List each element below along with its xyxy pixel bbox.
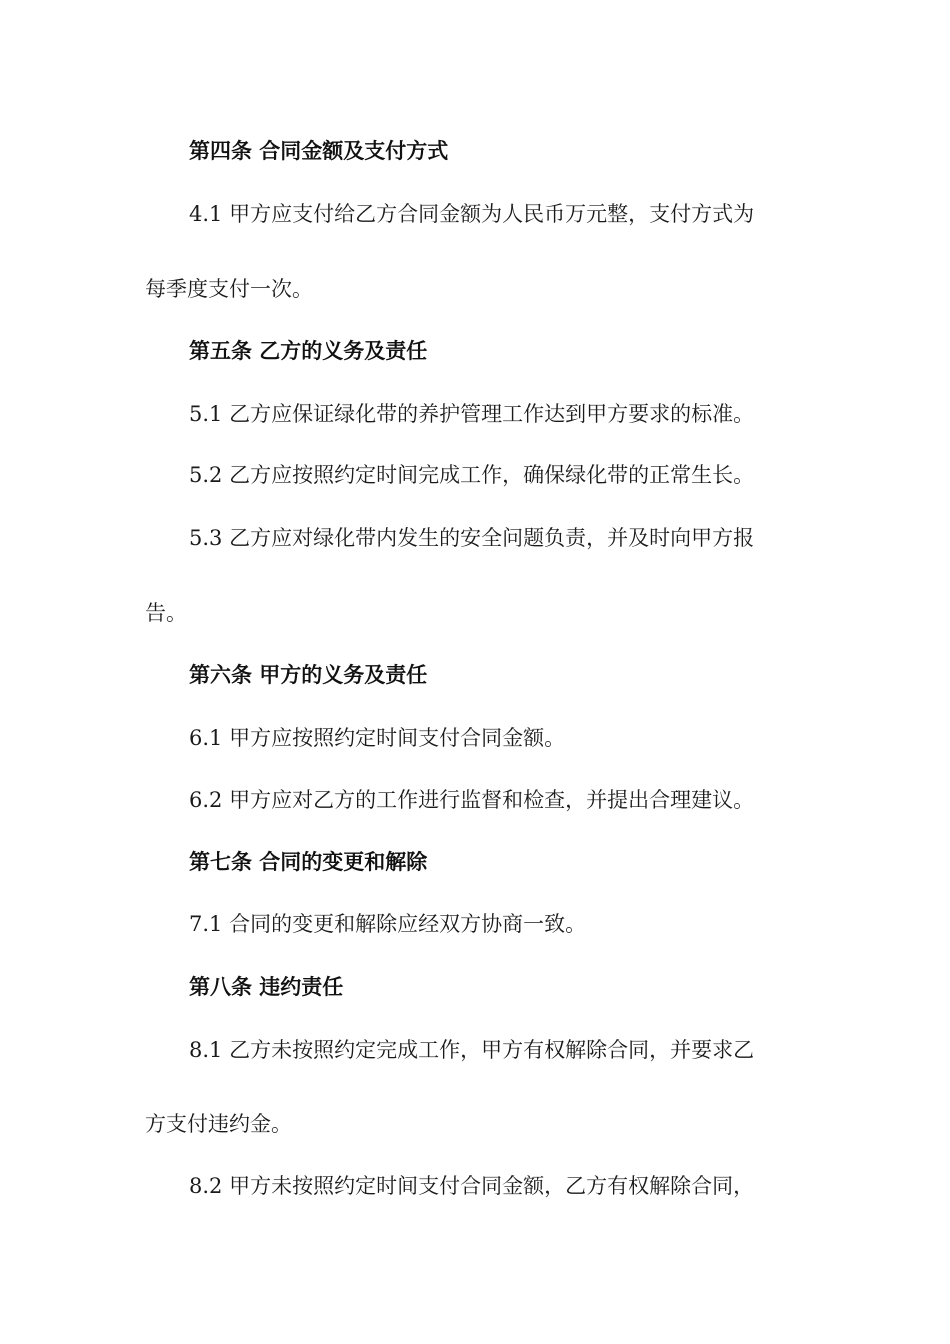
clause-8-2-line-1: 8.2 甲方未按照约定时间支付合同金额，乙方有权解除合同， (189, 1174, 755, 1198)
clause-4-1-line-1: 4.1 甲方应支付给乙方合同金额为人民币万元整，支付方式为 (189, 202, 755, 226)
clause-5-3-line-2: 告。 (145, 601, 187, 625)
section-heading-4: 第四条 合同金额及支付方式 (189, 139, 449, 163)
clause-5-3-line-1: 5.3 乙方应对绿化带内发生的安全问题负责，并及时向甲方报 (189, 526, 755, 550)
clause-6-1: 6.1 甲方应按照约定时间支付合同金额。 (189, 726, 566, 750)
clause-5-2: 5.2 乙方应按照约定时间完成工作，确保绿化带的正常生长。 (189, 463, 755, 487)
clause-4-1-line-2: 每季度支付一次。 (145, 277, 313, 301)
section-heading-7: 第七条 合同的变更和解除 (189, 850, 428, 874)
section-heading-5: 第五条 乙方的义务及责任 (189, 339, 428, 363)
clause-8-1-line-2: 方支付违约金。 (145, 1112, 292, 1136)
clause-6-2: 6.2 甲方应对乙方的工作进行监督和检查，并提出合理建议。 (189, 788, 755, 812)
clause-5-1: 5.1 乙方应保证绿化带的养护管理工作达到甲方要求的标准。 (189, 402, 755, 426)
clause-7-1: 7.1 合同的变更和解除应经双方协商一致。 (189, 912, 587, 936)
section-heading-6: 第六条 甲方的义务及责任 (189, 663, 428, 687)
section-heading-8: 第八条 违约责任 (189, 975, 344, 999)
clause-8-1-line-1: 8.1 乙方未按照约定完成工作，甲方有权解除合同，并要求乙 (189, 1038, 755, 1062)
